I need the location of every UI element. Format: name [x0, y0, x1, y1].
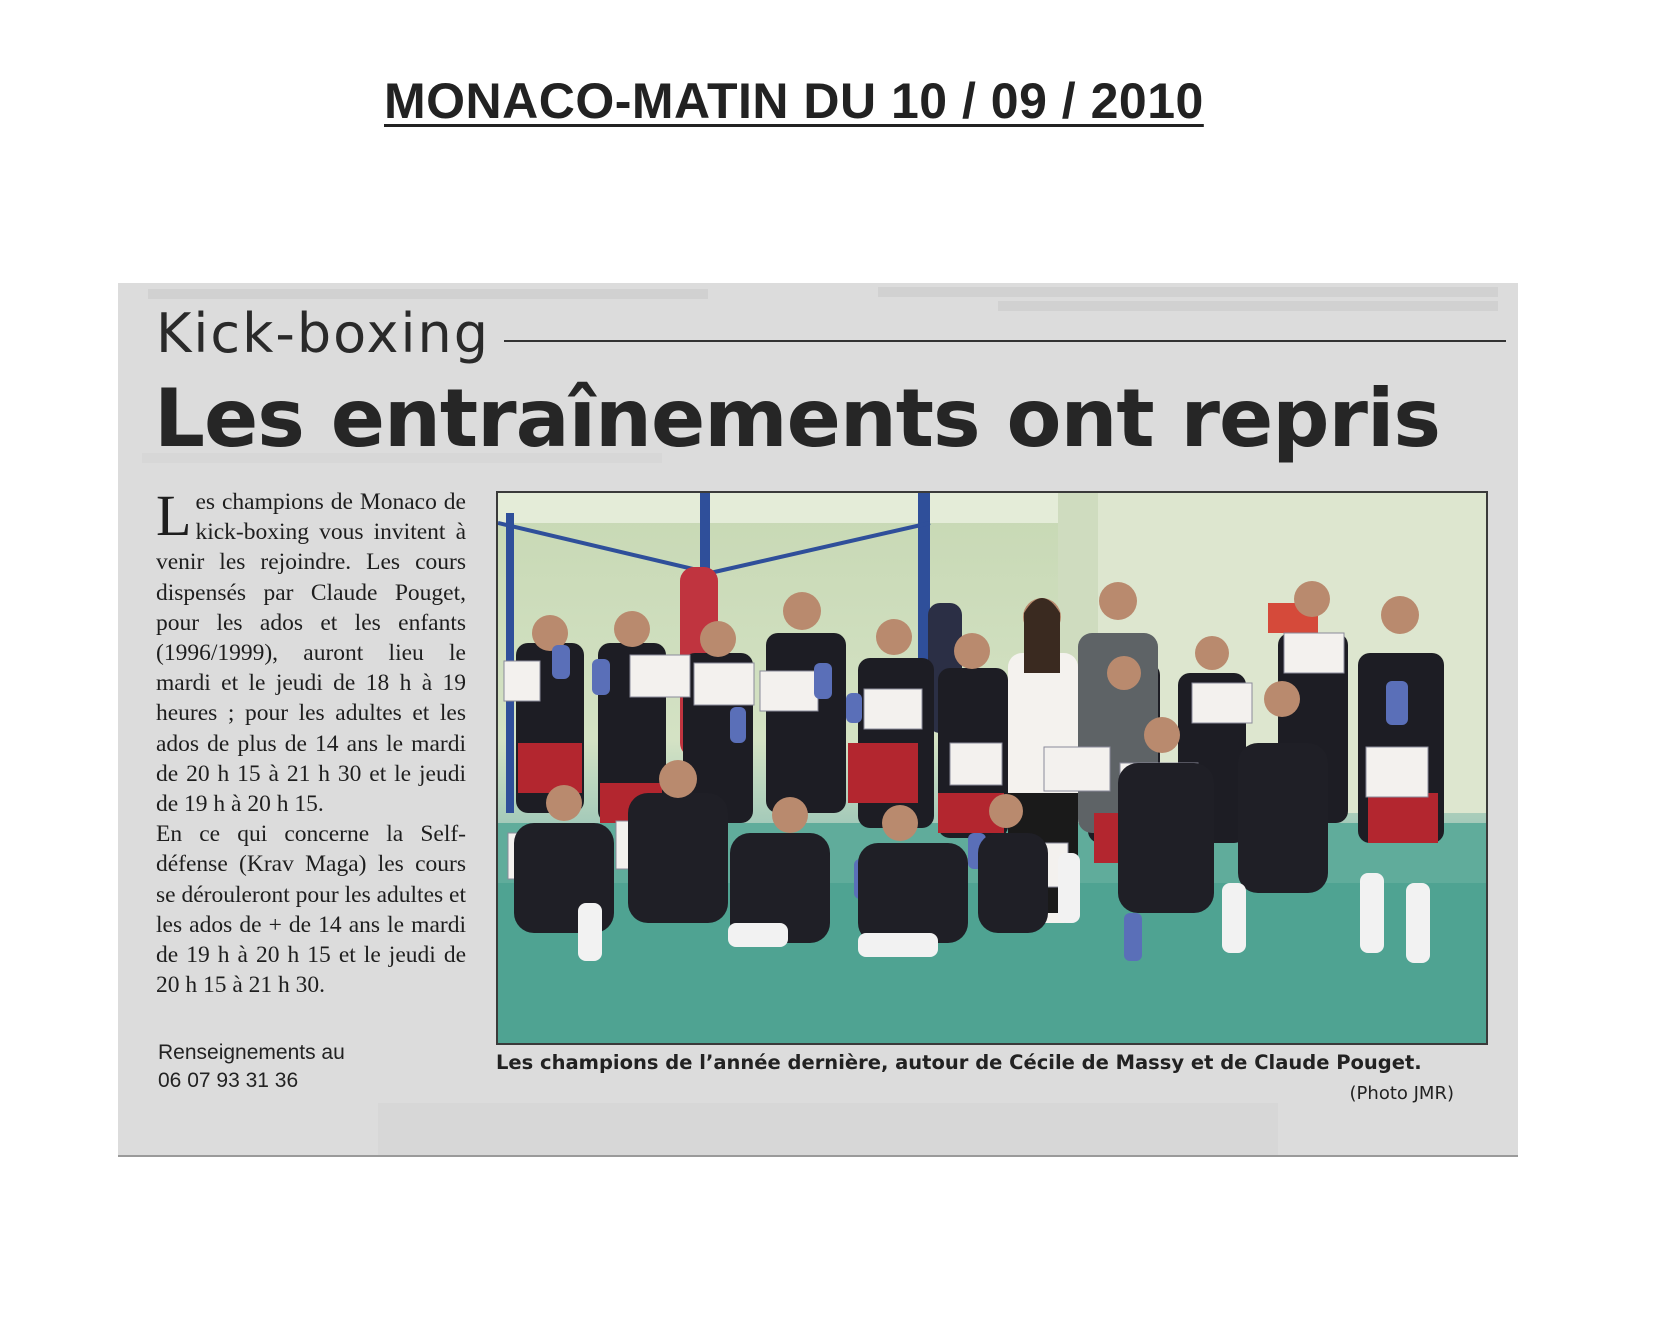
article-headline: Les entraînements ont repris	[154, 372, 1440, 465]
contact-label: Renseignements au	[158, 1041, 345, 1064]
photo-caption: Les champions de l’année dernière, autour de Cécile de Massy et de Claude Pouget.	[496, 1051, 1422, 1074]
team-photo	[496, 491, 1488, 1045]
article-body	[156, 483, 466, 1000]
section-label: Kick-boxing	[156, 302, 490, 365]
page-title: MONACO-MATIN DU 10 / 09 / 2010	[384, 73, 1204, 129]
contact-info	[158, 1039, 458, 1095]
newspaper-clipping	[118, 283, 1518, 1157]
paragraph-1	[156, 483, 466, 819]
photo-credit: (Photo JMR)	[1349, 1083, 1454, 1104]
paragraph-1-text: es champions de Monaco de kick-boxing vous invitent à venir les rejoindre. Les cours dispensés par Claude Pouget, pour les ados et les enfants (1996/1999), auront lieu le mardi et le jeudi de 18 h à 19 heures ; pour les adultes et les ados de plus de 14 ans le mardi de 20 h 15 à 21 h 30 et le jeudi de 19 h à 20 h 15.	[156, 489, 466, 818]
section-divider	[504, 340, 1506, 342]
team-photo-illustration	[498, 493, 1486, 1043]
drop-cap: L	[156, 483, 192, 548]
contact-phone: 06 07 93 31 36	[158, 1069, 299, 1092]
paragraph-2: En ce qui concerne la Self-défense (Krav Maga) les cours se dérouleront pour les adultes et les ados de + de 14 ans le mardi de 19 h à 20 h 15 et le jeudi de 20 h 15 à 21 h 30.	[156, 821, 466, 999]
section-header	[156, 302, 1506, 365]
